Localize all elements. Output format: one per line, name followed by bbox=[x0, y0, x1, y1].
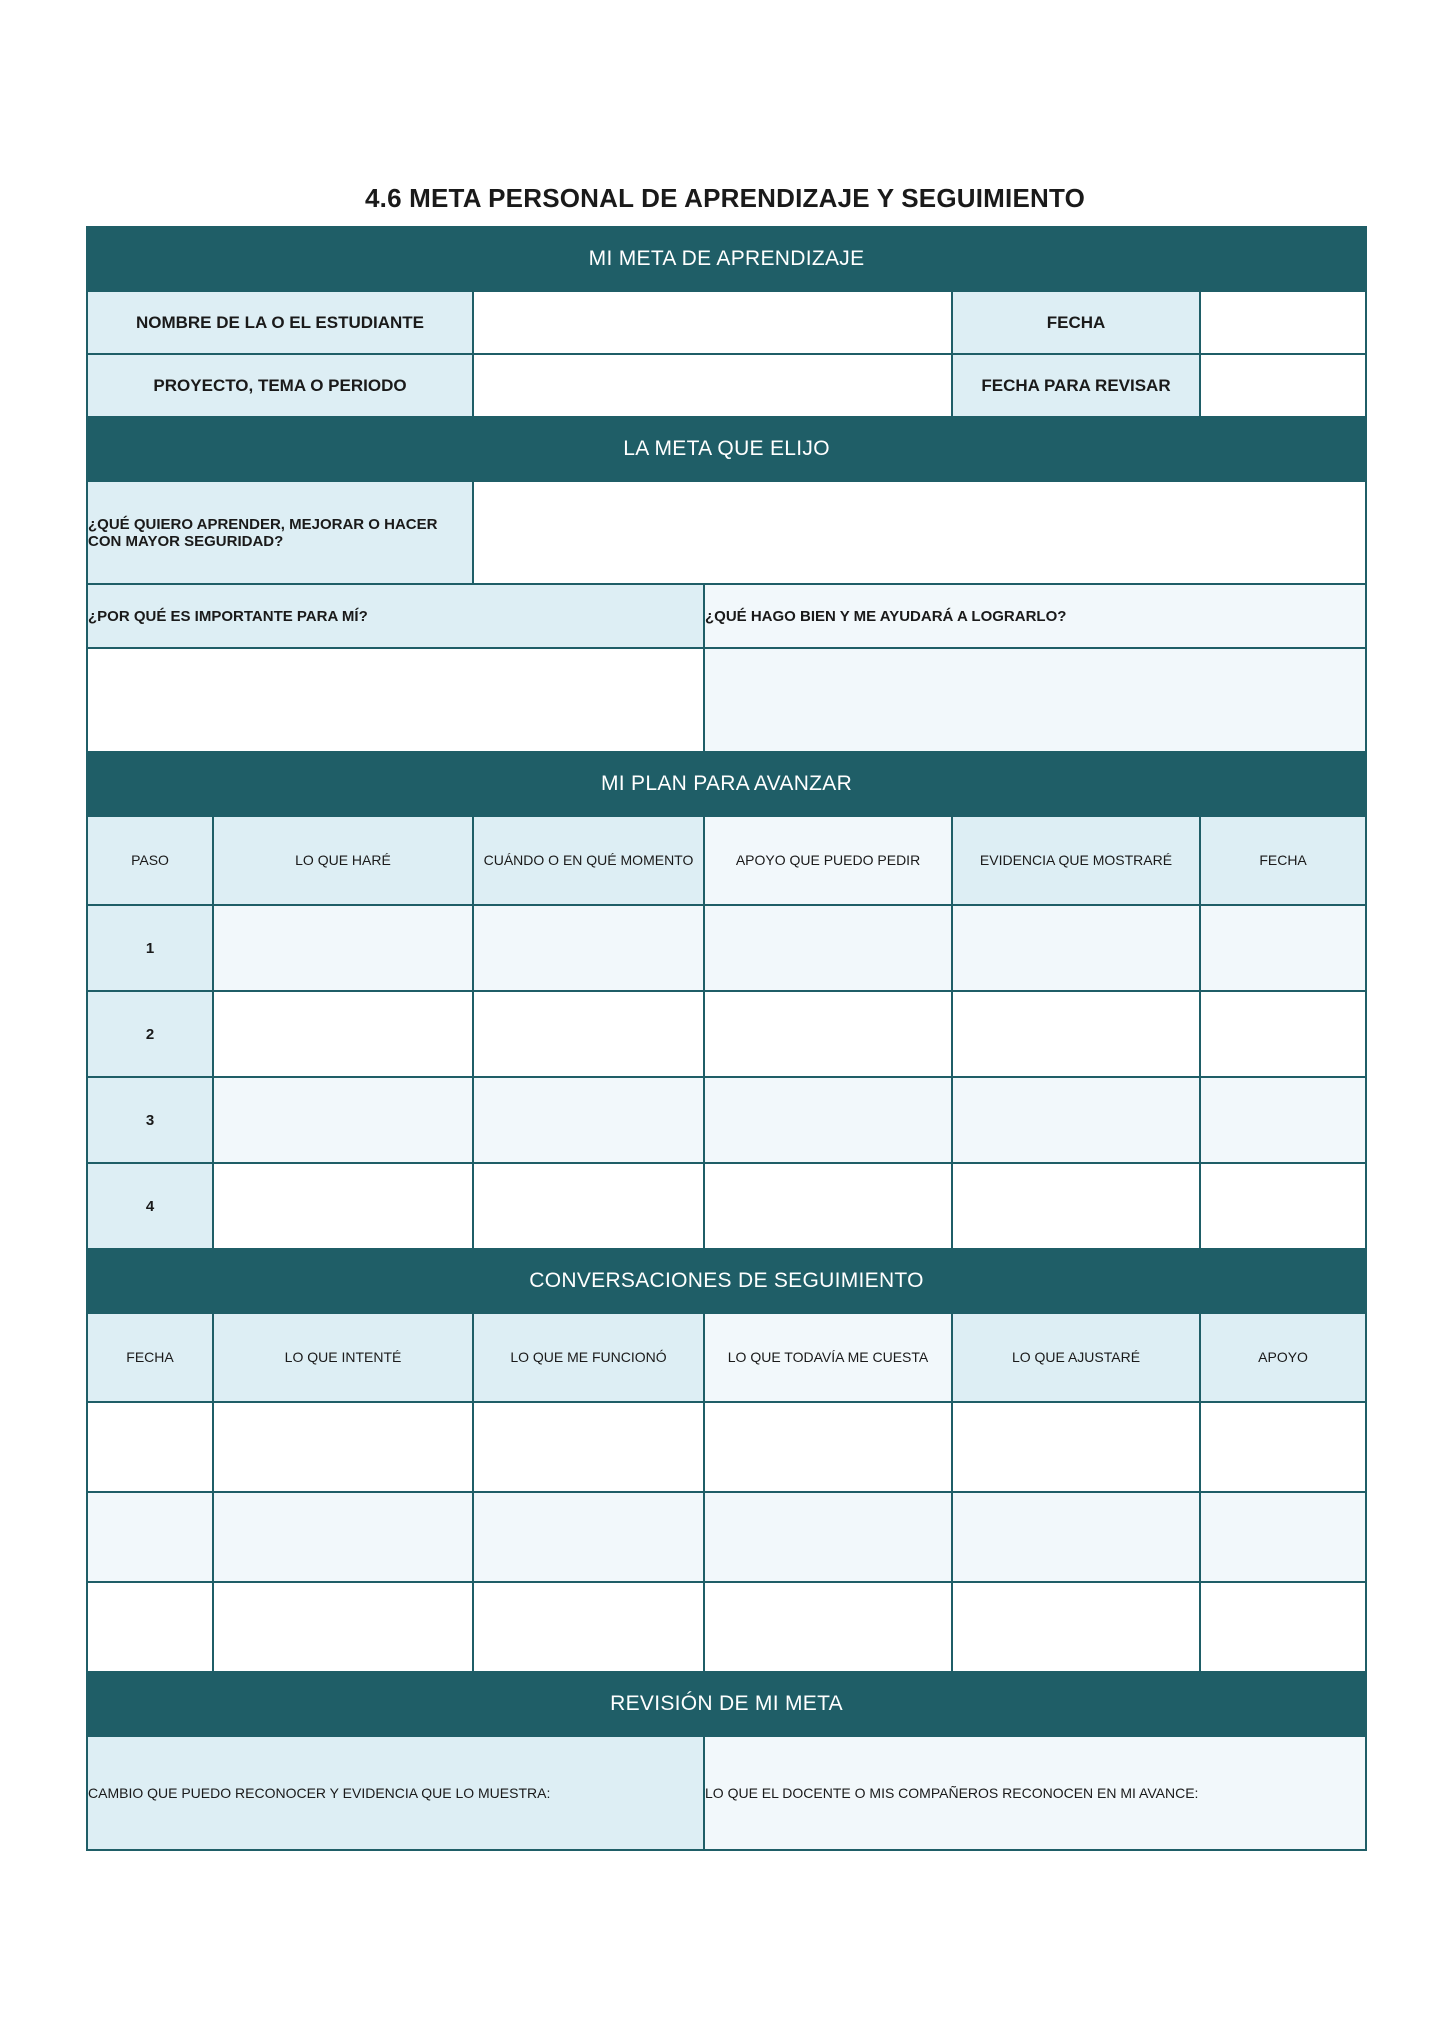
conversation-row bbox=[87, 1402, 1366, 1492]
conversation-cell[interactable] bbox=[87, 1582, 213, 1672]
student-name-label: NOMBRE DE LA O EL ESTUDIANTE bbox=[87, 291, 473, 354]
plan-cell[interactable] bbox=[704, 905, 952, 991]
plan-col-apoyo: APOYO QUE PUEDO PEDIR bbox=[704, 816, 952, 905]
conversation-row bbox=[87, 1492, 1366, 1582]
plan-cell[interactable] bbox=[952, 1077, 1200, 1163]
plan-cell[interactable] bbox=[213, 1163, 473, 1249]
conversation-row bbox=[87, 1582, 1366, 1672]
plan-cell[interactable] bbox=[473, 1163, 704, 1249]
learn-answer-field[interactable] bbox=[473, 481, 1366, 584]
step-number: 1 bbox=[87, 905, 213, 991]
conv-col-intente: LO QUE INTENTÉ bbox=[213, 1313, 473, 1402]
conversation-cell[interactable] bbox=[1200, 1402, 1366, 1492]
conversation-cell[interactable] bbox=[473, 1402, 704, 1492]
conversation-cell[interactable] bbox=[704, 1582, 952, 1672]
review-date-field[interactable] bbox=[1200, 354, 1366, 417]
conversation-cell[interactable] bbox=[952, 1492, 1200, 1582]
conversation-cell[interactable] bbox=[213, 1492, 473, 1582]
plan-col-evidencia: EVIDENCIA QUE MOSTRARÉ bbox=[952, 816, 1200, 905]
conversation-cell[interactable] bbox=[952, 1582, 1200, 1672]
plan-cell[interactable] bbox=[1200, 1077, 1366, 1163]
conv-col-funciono: LO QUE ME FUNCIONÓ bbox=[473, 1313, 704, 1402]
date-label: FECHA bbox=[952, 291, 1200, 354]
conversation-cell[interactable] bbox=[1200, 1492, 1366, 1582]
step-number: 4 bbox=[87, 1163, 213, 1249]
conversation-cell[interactable] bbox=[704, 1492, 952, 1582]
plan-row bbox=[87, 991, 1366, 1077]
plan-cell[interactable] bbox=[213, 905, 473, 991]
project-label: PROYECTO, TEMA O PERIODO bbox=[87, 354, 473, 417]
plan-col-lo-que-hare: LO QUE HARÉ bbox=[213, 816, 473, 905]
strengths-answer-field[interactable] bbox=[704, 648, 1366, 752]
plan-cell[interactable] bbox=[1200, 905, 1366, 991]
conversation-cell[interactable] bbox=[952, 1402, 1200, 1492]
conversation-cell[interactable] bbox=[473, 1492, 704, 1582]
plan-row bbox=[87, 905, 1366, 991]
change-evidence-field[interactable]: CAMBIO QUE PUEDO RECONOCER Y EVIDENCIA QUE LO MUESTRA: bbox=[87, 1736, 704, 1850]
conv-col-fecha: FECHA bbox=[87, 1313, 213, 1402]
conv-col-apoyo: APOYO bbox=[1200, 1313, 1366, 1402]
conversation-cell[interactable] bbox=[213, 1582, 473, 1672]
plan-col-cuando: CUÁNDO O EN QUÉ MOMENTO bbox=[473, 816, 704, 905]
step-number: 3 bbox=[87, 1077, 213, 1163]
plan-cell[interactable] bbox=[473, 1077, 704, 1163]
teacher-peers-field[interactable]: LO QUE EL DOCENTE O MIS COMPAÑEROS RECONOCEN EN MI AVANCE: bbox=[704, 1736, 1366, 1850]
review-date-label: FECHA PARA REVISAR bbox=[952, 354, 1200, 417]
section-header-plan: MI PLAN PARA AVANZAR bbox=[87, 752, 1366, 816]
plan-cell[interactable] bbox=[952, 905, 1200, 991]
conversation-cell[interactable] bbox=[704, 1402, 952, 1492]
plan-cell[interactable] bbox=[213, 1077, 473, 1163]
plan-cell[interactable] bbox=[952, 1163, 1200, 1249]
date-field[interactable] bbox=[1200, 291, 1366, 354]
importance-answer-field[interactable] bbox=[87, 648, 704, 752]
section-header-conversaciones: CONVERSACIONES DE SEGUIMIENTO bbox=[87, 1249, 1366, 1313]
section-header-revision: REVISIÓN DE MI META bbox=[87, 1672, 1366, 1736]
conversation-cell[interactable] bbox=[87, 1402, 213, 1492]
plan-cell[interactable] bbox=[473, 905, 704, 991]
section-header-elijo: LA META QUE ELIJO bbox=[87, 417, 1366, 481]
step-number: 2 bbox=[87, 991, 213, 1077]
conv-col-ajustare: LO QUE AJUSTARÉ bbox=[952, 1313, 1200, 1402]
plan-cell[interactable] bbox=[1200, 991, 1366, 1077]
plan-cell[interactable] bbox=[704, 991, 952, 1077]
plan-row bbox=[87, 1163, 1366, 1249]
project-field[interactable] bbox=[473, 354, 952, 417]
plan-cell[interactable] bbox=[704, 1077, 952, 1163]
conversation-cell[interactable] bbox=[87, 1492, 213, 1582]
plan-cell[interactable] bbox=[704, 1163, 952, 1249]
learning-goal-form bbox=[86, 226, 1367, 1851]
student-name-field[interactable] bbox=[473, 291, 952, 354]
plan-cell[interactable] bbox=[473, 991, 704, 1077]
page-title: 4.6 META PERSONAL DE APRENDIZAJE Y SEGUIMIENTO bbox=[364, 183, 1085, 213]
strengths-question-label: ¿QUÉ HAGO BIEN Y ME AYUDARÁ A LOGRARLO? bbox=[704, 584, 1366, 648]
importance-question-label: ¿POR QUÉ ES IMPORTANTE PARA MÍ? bbox=[87, 584, 704, 648]
conversation-cell[interactable] bbox=[213, 1402, 473, 1492]
section-header-meta: MI META DE APRENDIZAJE bbox=[87, 227, 1366, 291]
plan-cell[interactable] bbox=[952, 991, 1200, 1077]
plan-col-paso: PASO bbox=[87, 816, 213, 905]
conv-col-cuesta: LO QUE TODAVÍA ME CUESTA bbox=[704, 1313, 952, 1402]
plan-cell[interactable] bbox=[213, 991, 473, 1077]
conversation-cell[interactable] bbox=[1200, 1582, 1366, 1672]
plan-row bbox=[87, 1077, 1366, 1163]
plan-cell[interactable] bbox=[1200, 1163, 1366, 1249]
conversation-cell[interactable] bbox=[473, 1582, 704, 1672]
plan-col-fecha: FECHA bbox=[1200, 816, 1366, 905]
learn-question-label: ¿QUÉ QUIERO APRENDER, MEJORAR O HACER CON MAYOR SEGURIDAD? bbox=[87, 481, 473, 584]
